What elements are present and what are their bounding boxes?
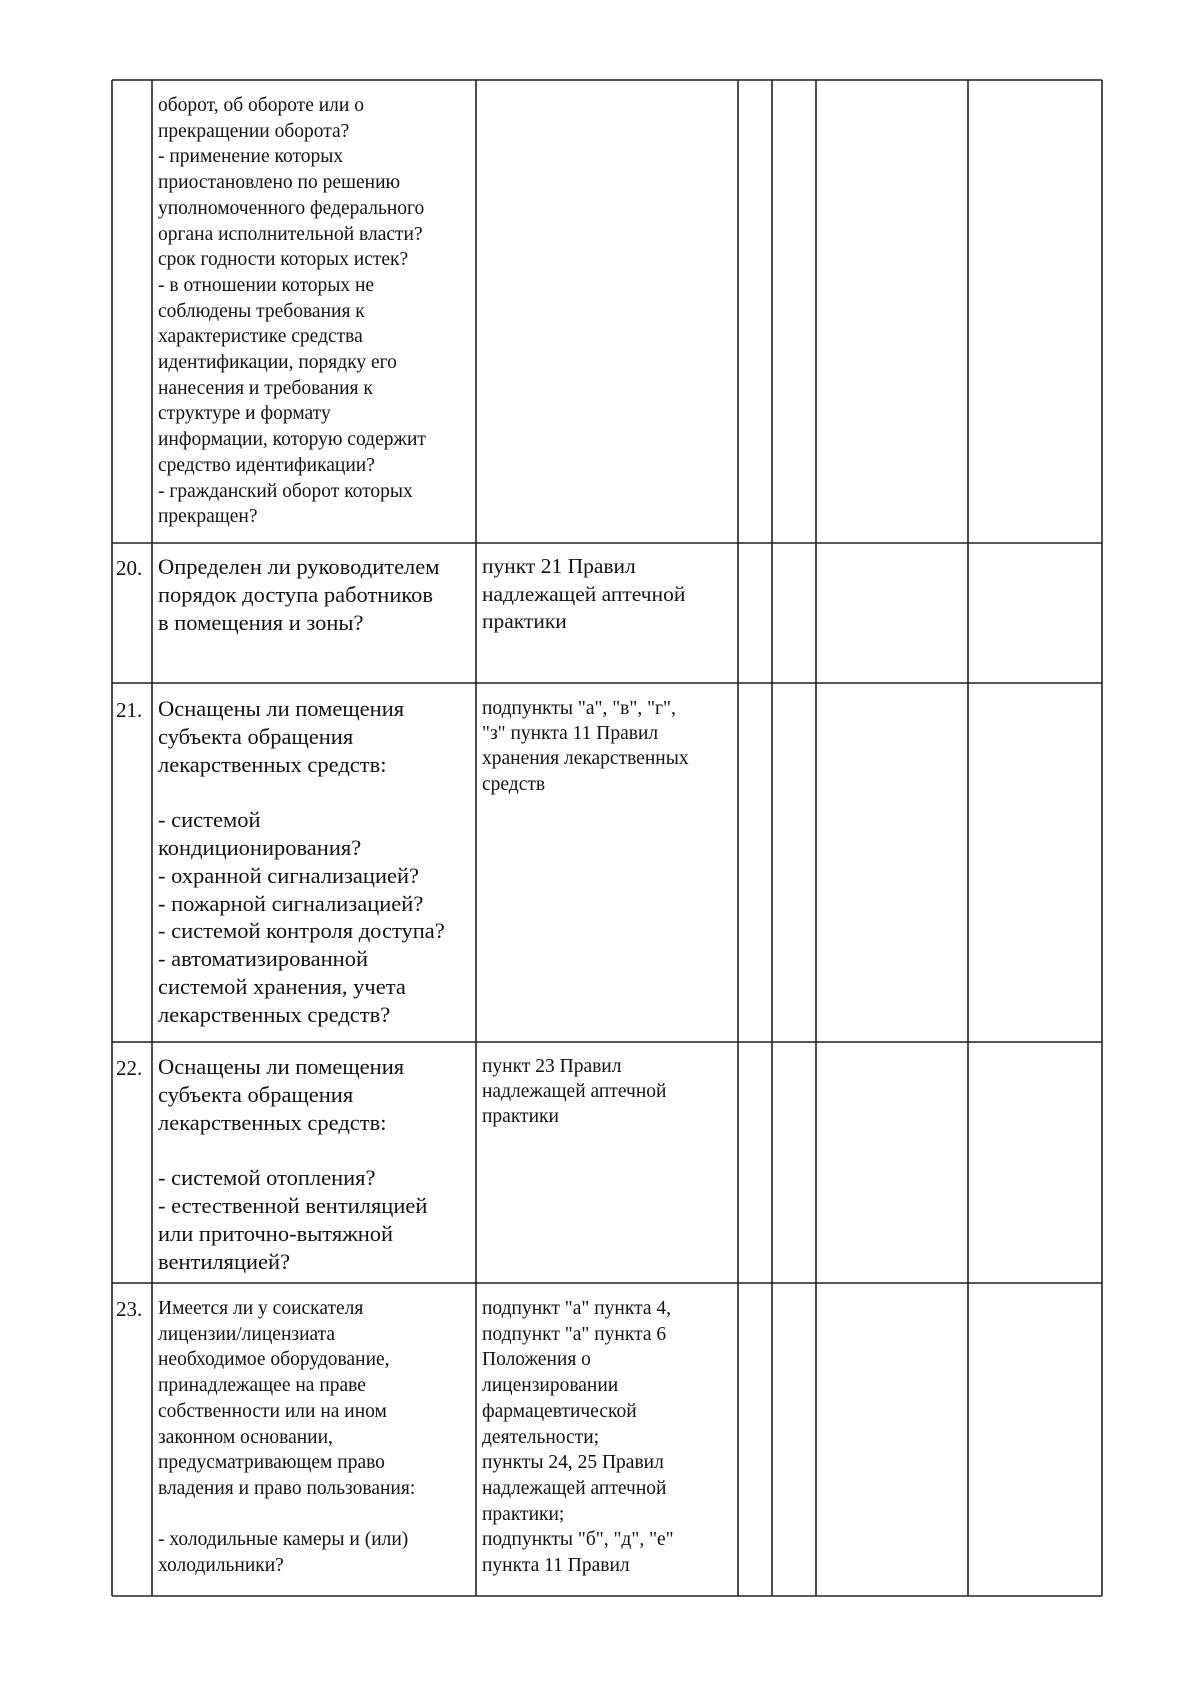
question-line: - применение которых [158,146,344,168]
reference-line: подпункт "а" пункта 6 [482,1323,667,1345]
row-question [152,553,476,636]
reference-line: пункта 11 Правил [482,1555,630,1577]
question-line: системой хранения, учета [158,973,406,999]
question-line: лицензии/лицензиата [158,1323,336,1345]
row-number: 20. [116,556,143,580]
question-line: вентиляцией? [158,1248,291,1274]
question-line: - системой отопления? [158,1165,376,1191]
row-number: 22. [116,1056,143,1080]
question-line: лекарственных средств: [158,1109,387,1135]
question-line: кондиционирования? [158,834,362,860]
question-line [158,778,470,806]
question-line: - естественной вентиляцией [158,1192,428,1218]
reference-line: практики [482,1106,559,1128]
reference-line: фармацевтической [482,1400,637,1422]
question-line: соблюдены требования к [158,300,365,322]
question-line: необходимое оборудование, [158,1349,390,1371]
question-line: структуре и формату [158,403,331,425]
question-line: - в отношении которых не [158,274,375,296]
question-line: Имеется ли у соискателя [158,1298,364,1319]
question-line: или приточно-вытяжной [158,1220,394,1246]
question-line: порядок доступа работников [158,581,434,607]
question-line: Оснащены ли помещения [158,1054,405,1079]
row-reference [476,1296,738,1579]
question-line: принадлежащее на праве [158,1375,366,1397]
reference-line: надлежащей аптечной [482,581,686,606]
reference-line: пункт 23 Правил [482,1056,622,1077]
question-line: - гражданский оборот которых [158,480,413,502]
row-number: 23. [116,1297,143,1321]
question-line [158,1136,470,1164]
question-line: субъекта обращения [158,723,354,749]
row-question [152,695,476,1029]
reference-line: подпункт "а" пункта 4, [482,1298,671,1319]
row-number: 21. [116,698,143,722]
question-line: - системой [158,807,261,833]
question-line: срок годности которых истек? [158,249,409,271]
question-line: холодильники? [158,1555,284,1577]
reference-line: надлежащей аптечной [482,1477,667,1499]
reference-line: деятельности; [482,1426,600,1448]
row-question [152,93,476,530]
question-line [158,1502,470,1528]
question-line: Определен ли руководителем [158,554,440,579]
question-line: предусматривающем право [158,1452,385,1474]
reference-line: средств [482,773,546,795]
row-reference [476,1054,738,1130]
reference-line: пункты 24, 25 Правил [482,1452,664,1474]
question-line: лекарственных средств: [158,751,387,777]
question-line: прекращении оборота? [158,120,350,142]
question-line: уполномоченного федерального [158,197,425,219]
reference-line: надлежащей аптечной [482,1081,667,1103]
reference-line: лицензировании [482,1375,619,1397]
question-line: в помещения и зоны? [158,609,364,635]
question-line: нанесения и требования к [158,377,373,399]
question-line: средство идентификации? [158,454,375,476]
question-line: - системой контроля доступа? [158,918,445,944]
question-line: лекарственных средств? [158,1001,391,1027]
question-line: владения и право пользования: [158,1477,416,1499]
question-line: - автоматизированной [158,946,369,972]
question-line: - пожарной сигнализацией? [158,890,424,916]
reference-line: пункт 21 Правил [482,554,636,578]
reference-line: подпункты "а", "в", "г", [482,698,676,719]
reference-line: хранения лекарственных [482,748,689,770]
question-line: оборот, об обороте или о [158,95,364,116]
question-line: приостановлено по решению [158,172,401,194]
reference-line: практики [482,609,567,633]
row-reference [476,553,738,636]
question-line: - охранной сигнализацией? [158,862,420,888]
reference-line: практики; [482,1503,565,1525]
reference-line: "з" пункта 11 Правил [482,723,659,745]
question-line: - холодильные камеры и (или) [158,1529,409,1551]
question-line: характеристике средства [158,326,363,348]
row-question [152,1296,476,1579]
reference-line: подпункты "б", "д", "е" [482,1529,674,1551]
question-line: идентификации, порядку его [158,352,397,374]
question-line: субъекта обращения [158,1081,354,1107]
question-line: собственности или на ином [158,1400,387,1422]
question-line: Оснащены ли помещения [158,696,405,721]
question-line: законном основании, [158,1426,333,1448]
reference-line: Положения о [482,1349,591,1371]
row-question [152,1053,476,1275]
question-line: органа исполнительной власти? [158,223,423,245]
question-line: прекращен? [158,506,258,528]
row-reference [476,696,738,797]
question-line: информации, которую содержит [158,429,426,451]
